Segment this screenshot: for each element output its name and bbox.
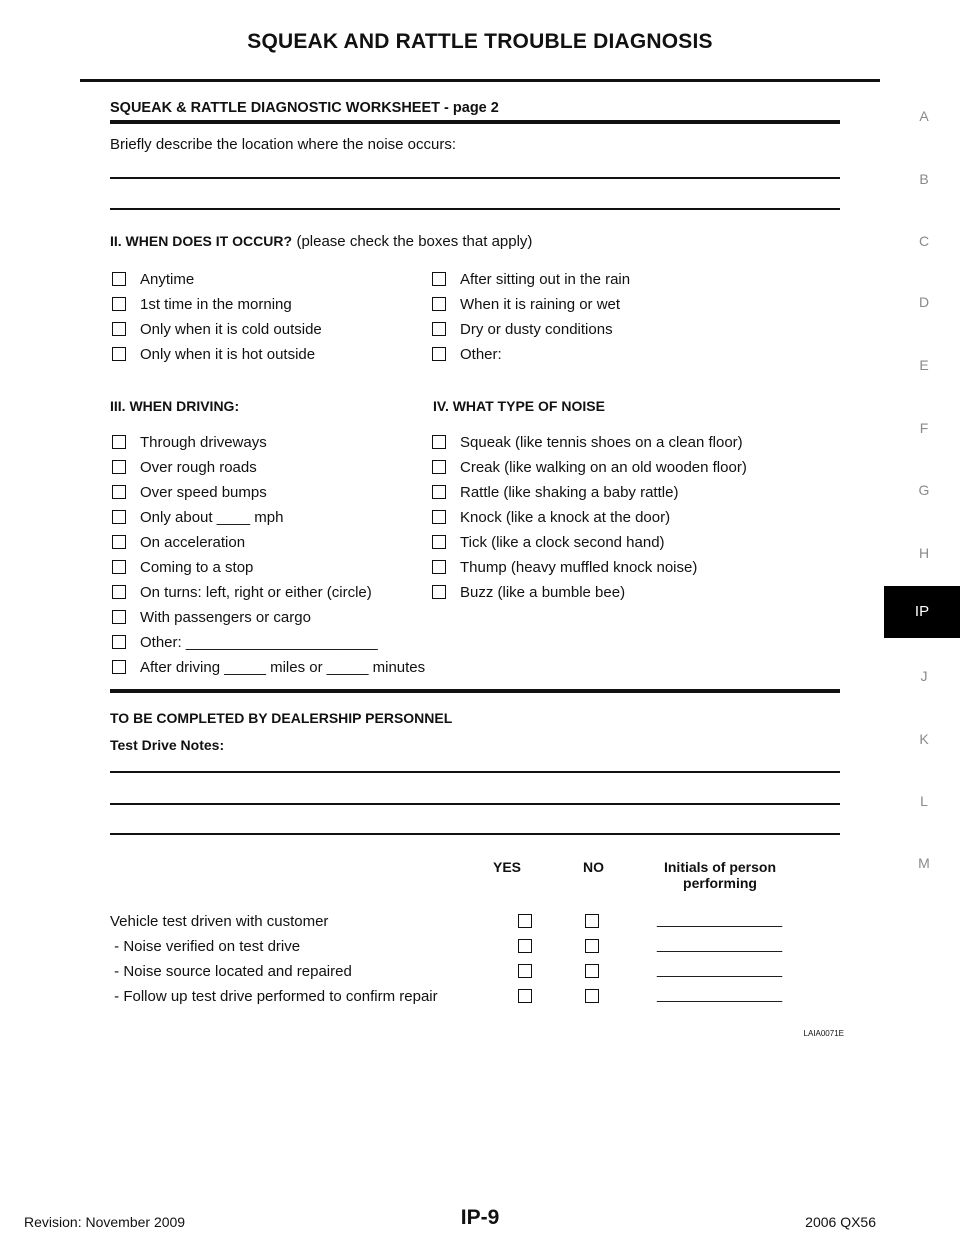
- checkbox[interactable]: [432, 535, 446, 549]
- notes-line-1[interactable]: [110, 771, 840, 773]
- section-divider: [110, 689, 840, 693]
- option-label: Knock (like a knock at the door): [460, 509, 671, 526]
- notes-line-2[interactable]: [110, 803, 840, 805]
- column-initials-line1: Initials of person: [663, 859, 776, 875]
- location-line-2[interactable]: [110, 208, 840, 210]
- section-tab-l[interactable]: L: [920, 793, 928, 809]
- checkbox[interactable]: [112, 297, 126, 311]
- checkbox[interactable]: [432, 322, 446, 336]
- initials-field[interactable]: _______________: [657, 936, 783, 953]
- verification-label: Vehicle test driven with customer: [110, 913, 329, 930]
- checkbox[interactable]: [112, 510, 126, 524]
- option-label: On acceleration: [140, 534, 246, 551]
- checkbox[interactable]: [112, 535, 126, 549]
- no-checkbox[interactable]: [585, 939, 599, 953]
- column-yes: YES: [493, 859, 522, 875]
- column-no: NO: [583, 859, 604, 875]
- worksheet-heading: SQUEAK & RATTLE DIAGNOSTIC WORKSHEET - page 2: [110, 100, 499, 116]
- option-label: After sitting out in the rain: [460, 271, 631, 288]
- checkbox[interactable]: [432, 585, 446, 599]
- title-divider: [80, 79, 880, 82]
- option-label: Tick (like a clock second hand): [460, 534, 665, 551]
- section2-title: [110, 233, 532, 251]
- initials-field[interactable]: _______________: [657, 961, 783, 978]
- section-tab-ip[interactable]: IP: [884, 586, 960, 638]
- option-label: Over rough roads: [140, 459, 257, 476]
- checkbox[interactable]: [112, 485, 126, 499]
- location-line-1[interactable]: [110, 177, 840, 179]
- option-label: Only when it is hot outside: [140, 346, 316, 363]
- section-tab-g[interactable]: G: [918, 482, 930, 498]
- option-label: After driving _____ miles or _____ minutes: [140, 659, 426, 676]
- section2-title-bold: II. WHEN DOES IT OCCUR?: [110, 233, 292, 249]
- heading-rule: [110, 120, 840, 124]
- location-prompt: Briefly describe the location where the noise occurs:: [110, 136, 457, 153]
- option-label: Squeak (like tennis shoes on a clean floor): [460, 434, 743, 451]
- option-label: When it is raining or wet: [460, 296, 621, 313]
- page-title: SQUEAK AND RATTLE TROUBLE DIAGNOSIS: [247, 30, 713, 53]
- checkbox[interactable]: [112, 560, 126, 574]
- section-tab-m[interactable]: M: [918, 855, 930, 871]
- option-label: Rattle (like shaking a baby rattle): [460, 484, 679, 501]
- test-drive-notes-label: Test Drive Notes:: [110, 737, 225, 753]
- dealer-title: TO BE COMPLETED BY DEALERSHIP PERSONNEL: [110, 710, 453, 726]
- checkbox[interactable]: [112, 347, 126, 361]
- option-label: Over speed bumps: [140, 484, 267, 501]
- column-initials: [650, 859, 790, 891]
- section-tab-a[interactable]: A: [919, 108, 929, 124]
- checkbox[interactable]: [432, 297, 446, 311]
- section-tab-e[interactable]: E: [919, 357, 929, 373]
- option-label: Only when it is cold outside: [140, 321, 322, 338]
- checkbox[interactable]: [432, 560, 446, 574]
- no-checkbox[interactable]: [585, 914, 599, 928]
- option-label: Anytime: [140, 271, 195, 288]
- figure-code: LAIA0071E: [803, 1029, 844, 1038]
- option-label: Buzz (like a bumble bee): [460, 584, 626, 601]
- checkbox[interactable]: [432, 460, 446, 474]
- section-tab-d[interactable]: D: [918, 294, 930, 310]
- option-label: Through driveways: [140, 434, 267, 451]
- checkbox[interactable]: [432, 347, 446, 361]
- section2-title-note: (please check the boxes that apply): [296, 233, 533, 250]
- option-label: With passengers or cargo: [140, 609, 311, 626]
- no-checkbox[interactable]: [585, 964, 599, 978]
- option-label: On turns: left, right or either (circle): [140, 584, 372, 601]
- initials-field[interactable]: _______________: [657, 986, 783, 1003]
- verification-label: - Noise source located and repaired: [110, 963, 352, 980]
- option-label: Thump (heavy muffled knock noise): [460, 559, 698, 576]
- checkbox[interactable]: [112, 585, 126, 599]
- yes-checkbox[interactable]: [518, 964, 532, 978]
- checkbox[interactable]: [112, 660, 126, 674]
- checkbox[interactable]: [112, 460, 126, 474]
- checkbox[interactable]: [432, 272, 446, 286]
- footer-revision: Revision: November 2009: [24, 1214, 186, 1230]
- option-label: Creak (like walking on an old wooden floor): [460, 459, 747, 476]
- no-checkbox[interactable]: [585, 989, 599, 1003]
- checkbox[interactable]: [432, 510, 446, 524]
- verification-label: - Follow up test drive performed to confirm repair: [110, 988, 438, 1005]
- initials-field[interactable]: _______________: [657, 911, 783, 928]
- checkbox[interactable]: [112, 272, 126, 286]
- notes-line-3[interactable]: [110, 833, 840, 835]
- checkbox[interactable]: [112, 635, 126, 649]
- checkbox[interactable]: [112, 435, 126, 449]
- yes-checkbox[interactable]: [518, 939, 532, 953]
- checkbox[interactable]: [432, 485, 446, 499]
- option-label: Only about ____ mph: [140, 509, 284, 526]
- verification-label: - Noise verified on test drive: [110, 938, 301, 955]
- section-tab-b[interactable]: B: [919, 171, 929, 187]
- section4-title: IV. WHAT TYPE OF NOISE: [433, 398, 605, 414]
- section-tab-c[interactable]: C: [918, 233, 930, 249]
- option-label: Other:: [460, 346, 502, 363]
- checkbox[interactable]: [112, 322, 126, 336]
- option-label: Dry or dusty conditions: [460, 321, 613, 338]
- yes-checkbox[interactable]: [518, 989, 532, 1003]
- option-label: 1st time in the morning: [140, 296, 292, 313]
- yes-checkbox[interactable]: [518, 914, 532, 928]
- option-label: Other: _______________________: [140, 634, 378, 651]
- footer-page-number: IP-9: [460, 1206, 500, 1229]
- checkbox[interactable]: [432, 435, 446, 449]
- section-tab-j[interactable]: J: [920, 668, 928, 684]
- column-initials-line2: performing: [683, 875, 757, 891]
- section-tab-h[interactable]: H: [918, 545, 930, 561]
- section-tab-f[interactable]: F: [919, 420, 929, 436]
- option-label: Coming to a stop: [140, 559, 254, 576]
- checkbox[interactable]: [112, 610, 126, 624]
- footer-model: 2006 QX56: [805, 1214, 876, 1230]
- section-tab-k[interactable]: K: [919, 731, 929, 747]
- section3-title: III. WHEN DRIVING:: [110, 398, 240, 414]
